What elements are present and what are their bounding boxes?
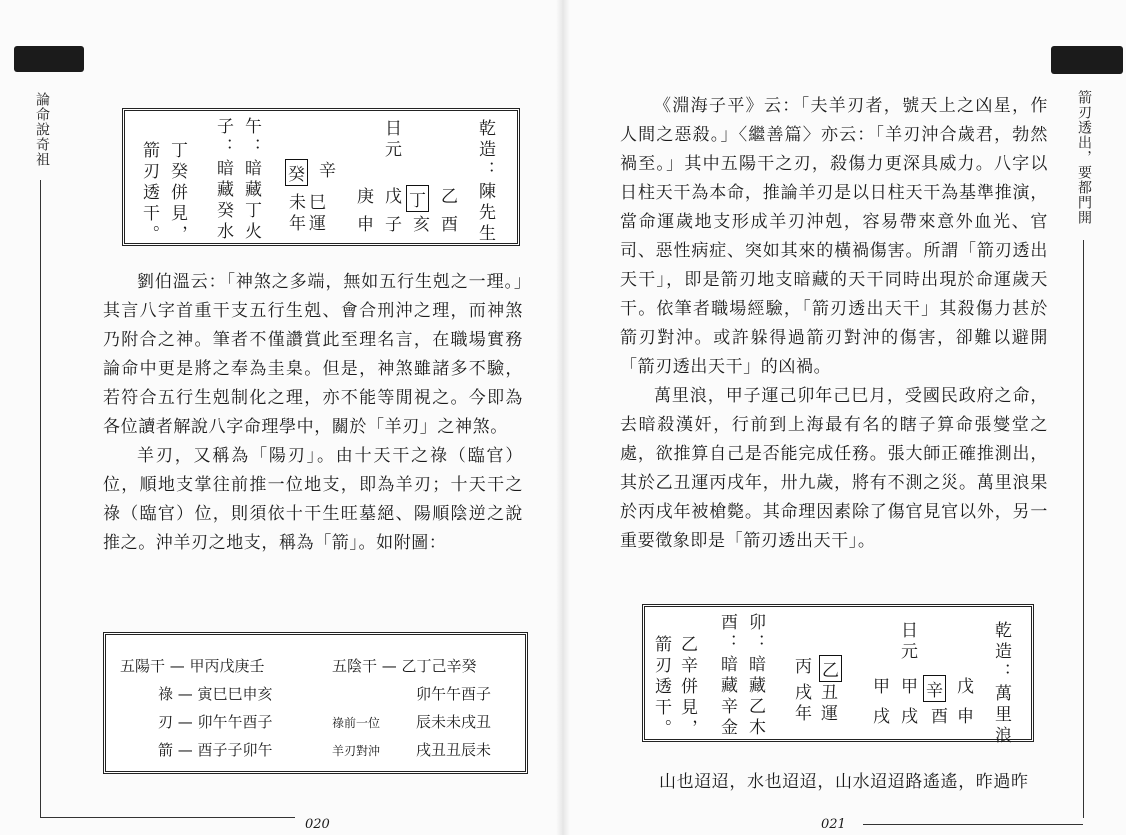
chart2-col-8: 丙 — [791, 657, 811, 678]
chart-col-7b: 未年 — [285, 193, 305, 235]
chart-col-11: 丁癸併見， — [167, 141, 187, 246]
table-row-1-left: 五陽干 — 甲丙戊庚壬 — [120, 657, 265, 675]
table-row-3-note: 祿前一位 — [332, 716, 381, 730]
chart2-col-2b: 申 — [953, 707, 973, 728]
chart-col-4a: 日元 — [381, 119, 401, 161]
chart-col-1: 乾造：陳先生 — [475, 119, 495, 245]
table-row-1-right: 五陰干 — 乙丁己辛癸 — [332, 657, 477, 675]
chart-col-2b: 酉 — [437, 215, 457, 236]
left-paragraph-1: 劉伯溫云：「神煞之多端，無如五行生剋之一理。」其言八字首重干支五行生剋、會合刑沖之理，而神煞乃附合之神。筆者不僅讚賞此至理名言，在職場實務論命中更是將之奉為圭臬。但是，神煞雖諸多不驗，若符合五行生剋制化之理，亦不能等閒視之。今即為各位讀者解說八字命理學中，關於「羊刃」之神煞。 — [103, 272, 523, 437]
chart-col-12: 箭刃透干。 — [139, 141, 159, 246]
bazi-chart-wan — [642, 604, 1034, 747]
chart2-col-1: 乾造：萬里浪 — [991, 621, 1011, 747]
left-margin-rule — [40, 180, 41, 818]
right-side-title: 箭刃透出，要都門開 — [1076, 90, 1092, 225]
chart2-col-5b: 戌 — [869, 707, 889, 728]
chart-col-7a: 辛 — [315, 161, 335, 182]
chart-col-3a: 丁 — [406, 185, 429, 212]
chart-col-2a: 乙 — [437, 187, 457, 208]
table-row-4-right: 戌丑丑辰未 — [416, 741, 492, 759]
bazi-chart-chen — [122, 108, 520, 246]
chart2-col-5a: 甲 — [869, 677, 889, 698]
corner-mark-left — [14, 46, 84, 72]
chart2-col-6: 丑運 — [817, 683, 837, 725]
right-page-number: 021 — [821, 817, 846, 832]
table-row-2-left: 祿 — 寅巳巳申亥 — [158, 685, 273, 703]
table-row-4-left: 箭 — 酉子子卯午 — [158, 741, 273, 759]
left-paragraph-2: 羊刃，又稱為「陽刃」。由十天干之祿（臨官）位，順地支掌往前推一位地支，即為羊刃；十天干之祿（臨官）位，則須依十干生旺墓絕、陽順陰逆之說推之。沖羊刃之地支，稱為「箭」。如附圖： — [103, 446, 523, 553]
chart2-col-3a: 辛 — [923, 675, 946, 702]
table-row-3-left: 刃 — 卯午午酉子 — [158, 713, 273, 731]
chart2-col-11: 乙辛併見， — [677, 635, 697, 740]
right-bottom-text — [659, 768, 1059, 797]
chart-col-3b: 亥 — [409, 215, 429, 236]
chart2-col-7a: 乙 — [819, 655, 842, 682]
right-paragraph-1: 《淵海子平》云：「夫羊刃者，號天上之凶星，作人間之惡殺。」〈繼善篇〉亦云：「羊刃沖合歲君，勃然禍至。」其中五陽干之刃，殺傷力更深具威力。八字以日柱天干為本命，推論羊刃是以日柱天干為基準推演，當命運歲地支形成羊刃沖剋，容易帶來意外血光、官司、惡性病症、突如其來的橫禍傷害。所謂「箭刃透出天干」，即是箭刃地支暗藏的天干同時出現於命運歲天干。依筆者職場經驗，「箭刃透出天干」其殺傷力甚於箭刃對沖。或許躲得過箭刃對沖的傷害，卻難以避開「箭刃透出天干」的凶禍。 — [620, 96, 1048, 377]
chart2-col-10: 酉：暗藏辛金 — [717, 613, 737, 739]
right-bottom-line: 山也迢迢，水也迢迢，山水迢迢路遙遙，昨過昨 — [659, 772, 1029, 792]
table-row-3-right: 辰未未戌丑 — [416, 713, 492, 731]
corner-mark-right — [1051, 46, 1123, 74]
chart-col-10: 子：暗藏癸水 — [213, 117, 233, 243]
chart-col-5b: 申 — [353, 215, 373, 236]
chart-col-4b: 戊 — [381, 187, 401, 208]
left-text-block — [103, 268, 523, 558]
left-footer-rule — [40, 817, 295, 818]
left-side-title: 論命說奇祖 — [34, 92, 50, 167]
chart2-col-4a: 日元 — [897, 621, 917, 663]
chart2-col-9: 卯：暗藏乙木 — [745, 613, 765, 739]
chart-col-5a: 庚 — [353, 187, 373, 208]
table-row-4-note: 羊刃對沖 — [332, 744, 381, 758]
right-margin-rule — [1083, 240, 1084, 818]
chart-col-9: 午：暗藏丁火 — [241, 117, 261, 243]
left-page-number: 020 — [305, 817, 330, 832]
chart2-col-2a: 戊 — [953, 677, 973, 698]
right-text-block — [620, 92, 1048, 556]
chart2-col-7b: 戌年 — [791, 683, 811, 725]
chart2-col-4b: 甲 — [897, 677, 917, 698]
table-row-2-right: 卯午午酉子 — [416, 685, 492, 703]
right-footer-rule — [863, 824, 1083, 825]
chart-col-4c: 子 — [381, 215, 401, 236]
chart2-col-3b: 酉 — [927, 707, 947, 728]
chart2-col-4c: 戌 — [897, 707, 917, 728]
chart-col-6: 巳運 — [305, 193, 325, 235]
right-paragraph-2: 萬里浪，甲子運己卯年己巳月，受國民政府之命，去暗殺漢奸，行前到上海最有名的瞎子算命張燮堂之處，欲推算自己是否能完成任務。張大師正確推測出，其於乙丑運丙戌年，卅九歲，將有不測之災。萬里浪果於丙戌年被槍斃。其命理因素除了傷官見官以外，另一重要徵象即是「箭刃透出天干」。 — [620, 386, 1048, 551]
chart-col-8: 癸 — [285, 159, 308, 186]
right-page — [563, 0, 1126, 835]
yangren-table — [103, 632, 528, 774]
chart2-col-12: 箭刃透干。 — [651, 635, 671, 740]
